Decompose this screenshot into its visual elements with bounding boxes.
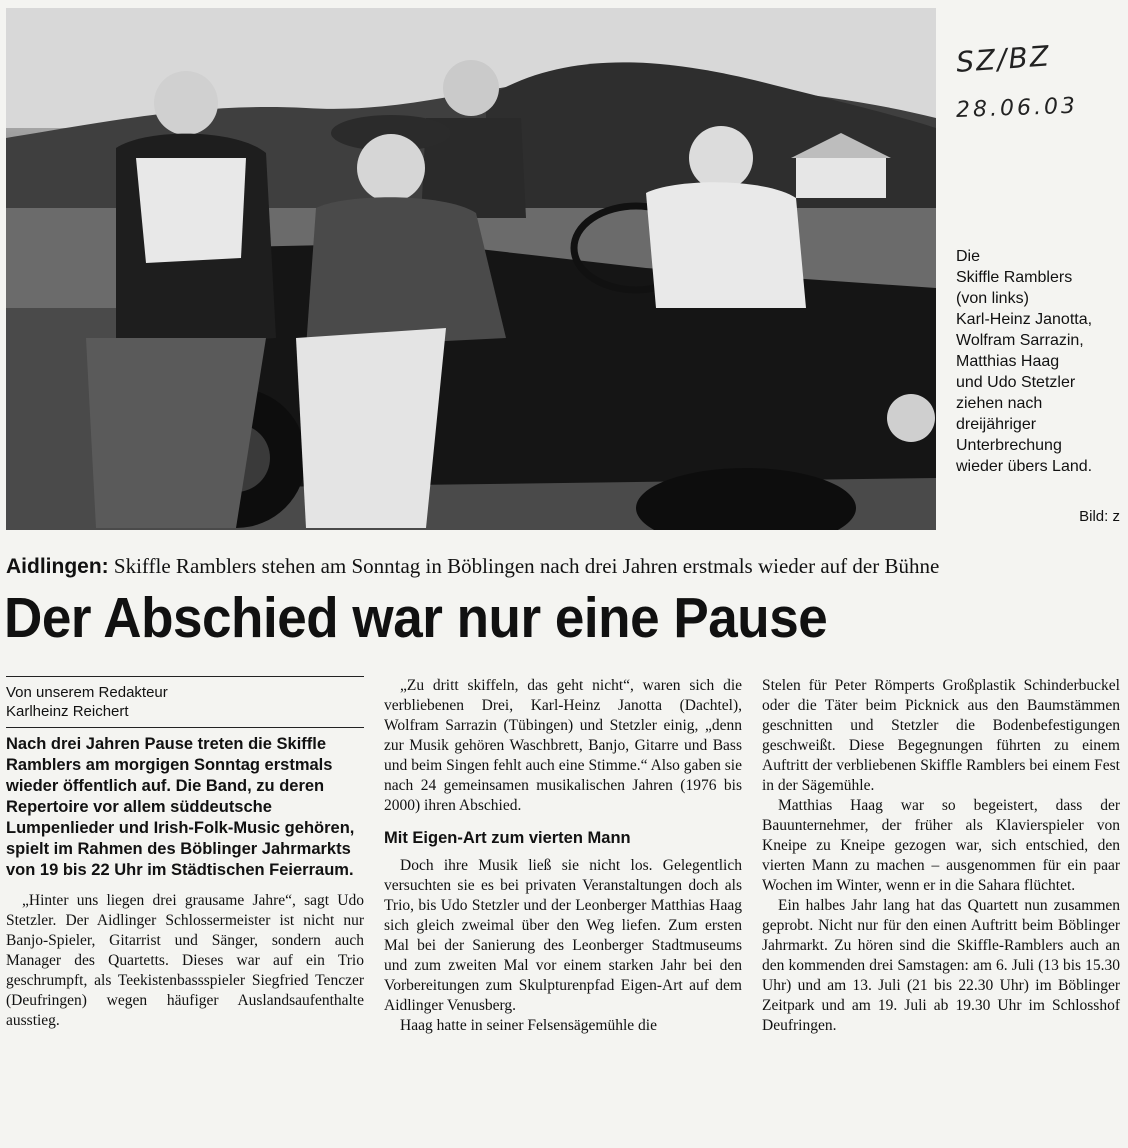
byline-rule: [6, 676, 364, 677]
article-photo: [6, 8, 936, 530]
paragraph-2: „Zu dritt skiffeln, das geht nicht“, waren sich die verbliebenen Drei, Karl-Heinz Janotta (Dachtel), Wolfram Sarrazin (Tübingen) und Stetzler einig, „denn zur Musik gehören Waschbrett, Banjo, Gitarre und Bass und beim Singen fehlt auch eine Stimme.“ Also gaben sie nach 24 gemeinsamen musikalischen Jahren (1976 bis 2000) ihren Abschied.: [384, 677, 742, 814]
photo-illustration: [6, 8, 936, 530]
paragraph-3: Doch ihre Musik ließ sie nicht los. Gelegentlich versuchten sie es bei privaten Veranstaltungen doch als Trio, bis Udo Stetzler und der Leonberger Matthias Haag sich gleich zweimal über den Weg liefen. Zum ersten Mal bei der Sanierung des Leonberger Stadtmuseums und zum zweiten Mal vor einem starken Jahr bei den Vorbereitungen zum Skulpturenpfad Eigen-Art auf dem Aidlinger Venusberg.: [384, 857, 742, 1014]
handwritten-source: SZ/BZ: [955, 39, 1052, 79]
article-subhead: Mit Eigen-Art zum vierten Mann: [384, 829, 631, 847]
handwritten-date: 28.06.03: [955, 93, 1079, 123]
article-column-2: [384, 676, 742, 1036]
handwritten-note: [955, 39, 1126, 123]
kicker-place: Aidlingen:: [6, 555, 109, 578]
article-column-3: [762, 676, 1120, 1036]
photo-caption: Die Skiffle Ramblers (von links) Karl-Heinz Janotta, Wolfram Sarrazin, Matthias Haag und Udo Stetzler ziehen nach dreijähriger Unterbrechung wieder übers Land.: [956, 248, 1093, 475]
photo-credit: Bild: z: [1079, 508, 1120, 525]
article-column-1: [6, 676, 364, 1031]
kicker-text: Skiffle Ramblers stehen am Sonntag in Böblingen nach drei Jahren erstmals wieder auf der Bühne: [113, 554, 940, 578]
article-kicker: [6, 554, 1124, 579]
paragraph-4-continued: Stelen für Peter Römperts Großplastik Schinderbuckel oder die Täter beim Picknick aus den Baumstämmen geschnitten und Stetzler die Bodenbefestigungen geschweißt. Diese Begegnungen führten zu einem Auftritt der verbliebenen Skiffle Ramblers bei einem Fest in der Sägemühle.: [762, 677, 1120, 794]
paragraph-4-start: Haag hatte in seiner Felsensägemühle die: [400, 1017, 657, 1034]
byline: Von unserem Redakteur Karlheinz Reichert: [6, 683, 364, 728]
article-headline: Der Abschied war nur eine Pause: [4, 586, 828, 650]
paragraph-5: Matthias Haag war so begeistert, dass der Bauunternehmer, der früher als Klavierspieler von Kneipe zu Kneipe gezogen war, sich entschied, den vierten Mann zu machen – ausgenommen für ein paar Wochen im Winter, wenn er in die Sahara flüchtet.: [762, 797, 1120, 894]
paragraph-6: Ein halbes Jahr lang hat das Quartett nun zusammen geprobt. Nicht nur für den einen Auftritt beim Böblinger Jahrmarkt. Zu hören sind die Skiffle-Ramblers auch an den kommenden drei Samstagen: am 6. Juli (13 bis 15.30 Uhr) und am 13. Juli (21 bis 22.30 Uhr) im Böblinger Zeitpark und am 19. Juli ab 19.30 Uhr im Schlosshof Deufringen.: [762, 897, 1120, 1034]
article-lead: Nach drei Jahren Pause treten die Skiffle Ramblers am morgigen Sonntag erstmals wieder öffentlich auf. Die Band, zu deren Repertoire vor allem süddeutsche Lumpenlieder und Irish-Folk-Music gehören, spielt im Rahmen des Böblinger Jahrmarkts von 19 bis 22 Uhr im Städtischen Feierraum.: [6, 735, 355, 879]
paragraph-1: „Hinter uns liegen drei grausame Jahre“, sagt Udo Stetzler. Der Aidlinger Schlossermeister ist nicht nur Banjo-Spieler, Gitarrist und Sänger, sondern auch Manager des Quartetts. Dieses war auf ein Trio geschrumpft, als Teekistenbassspieler Siegfried Tenczer (Deufringen) wegen häufiger Auslandsaufenthalte ausstieg.: [6, 892, 364, 1029]
